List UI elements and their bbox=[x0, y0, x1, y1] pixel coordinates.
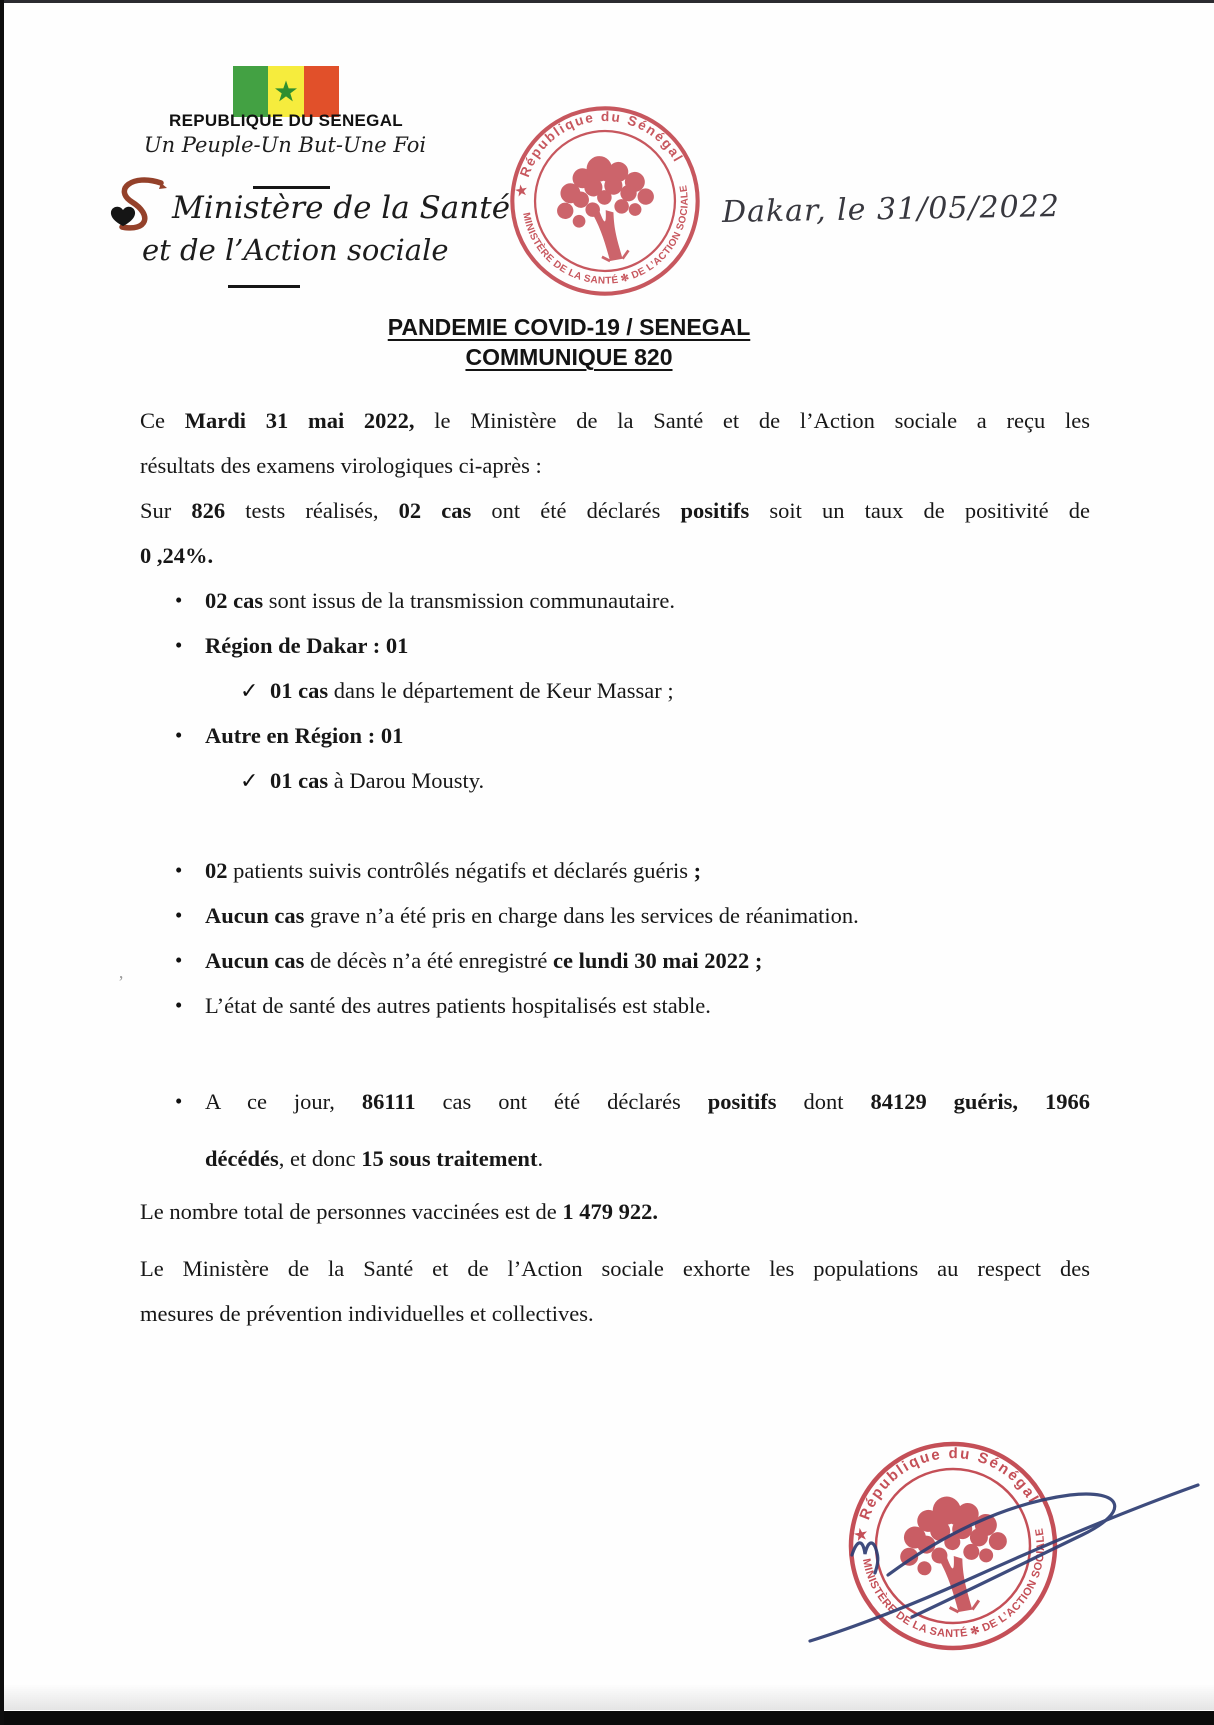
text: Le nombre total de personnes vaccinées est de bbox=[140, 1199, 563, 1224]
text-line bbox=[205, 1130, 1090, 1187]
scan-left-edge bbox=[0, 0, 4, 1725]
check-icon: ✓ bbox=[240, 768, 259, 793]
text: à Darou Mousty. bbox=[328, 768, 485, 793]
text-line bbox=[140, 488, 1090, 533]
bold-text: Autre en Région : 01 bbox=[205, 723, 404, 748]
minister-signature bbox=[740, 1455, 1210, 1670]
bold-text: 02 cas bbox=[205, 588, 264, 613]
list-item-text bbox=[205, 623, 1090, 668]
bold-text: ; bbox=[693, 858, 702, 883]
flag-star-icon bbox=[233, 66, 339, 117]
bullet-icon: • bbox=[175, 1089, 183, 1113]
vaccination-total-paragraph bbox=[140, 1189, 1090, 1234]
list-item-text bbox=[205, 1073, 1090, 1187]
scan-top-edge bbox=[0, 0, 1214, 3]
scan-bottom-edge bbox=[0, 1711, 1214, 1725]
text: A ce jour, bbox=[205, 1089, 362, 1114]
text: soit un taux de positivité de bbox=[749, 498, 1090, 523]
bold-text: 0 ,24%. bbox=[140, 543, 214, 568]
list-item bbox=[140, 623, 1090, 668]
bold-text: 86111 bbox=[361, 1089, 416, 1114]
communique-title bbox=[140, 312, 998, 372]
bold-text: décédés bbox=[205, 1146, 279, 1171]
bold-text: Aucun cas bbox=[205, 903, 305, 928]
text: le Ministère de la Santé et de l’Action sociale a reçu les bbox=[414, 408, 1090, 433]
divider-line-2 bbox=[228, 285, 300, 288]
list-item bbox=[140, 713, 1090, 758]
bullet-icon: • bbox=[175, 858, 183, 882]
prevention-paragraph bbox=[140, 1246, 1090, 1336]
text: dont bbox=[776, 1089, 871, 1114]
list-item-text bbox=[205, 848, 1090, 893]
svg-text:MINISTÈRE DE LA SANTÉ ✻ DE L’A: MINISTÈRE DE LA SANTÉ ✻ DE L’ACTION SOCIALE bbox=[859, 1527, 1048, 1641]
date-line: Dakar, le 31/05/2022 bbox=[721, 189, 1061, 230]
bold-text: 01 cas bbox=[270, 768, 329, 793]
text-line bbox=[205, 848, 1090, 893]
list-item bbox=[140, 578, 1090, 623]
text: Le Ministère de la Santé et de l’Action sociale exhorte les populations au respect des bbox=[140, 1256, 1090, 1281]
text-line bbox=[205, 938, 1090, 983]
list-item bbox=[140, 758, 1090, 803]
svg-text:★ République du Sénégal: ★ République du Sénégal bbox=[851, 1444, 1043, 1543]
ministry-logo-icon bbox=[102, 176, 168, 240]
list-item bbox=[140, 848, 1090, 893]
ministry-name-line1: Ministère de la Santé bbox=[172, 190, 511, 226]
text: patients suivis contrôlés négatifs et déclarés guéris bbox=[227, 858, 694, 883]
list-item-text bbox=[205, 893, 1090, 938]
list-item bbox=[140, 1073, 1090, 1187]
scan-bottom-shadow bbox=[0, 1684, 1214, 1710]
title-line-2: COMMUNIQUE 820 bbox=[465, 344, 673, 370]
bold-text: positifs bbox=[680, 498, 750, 523]
list-item-text bbox=[205, 983, 1090, 1028]
text: grave n’a été pris en charge dans les services de réanimation. bbox=[304, 903, 859, 928]
bold-text: ce lundi 30 mai 2022 ; bbox=[553, 948, 763, 973]
national-motto: Un Peuple-Un But-Une Foi bbox=[143, 133, 427, 157]
check-icon: ✓ bbox=[240, 678, 259, 703]
text-line bbox=[140, 398, 1090, 443]
cumulative-totals-list bbox=[140, 1073, 1090, 1187]
list-item bbox=[140, 893, 1090, 938]
divider-line bbox=[253, 186, 330, 189]
text-line bbox=[140, 1291, 1090, 1336]
list-item-text bbox=[270, 668, 1090, 713]
text: ont été déclarés bbox=[471, 498, 681, 523]
svg-text:MINISTÈRE DE LA SANTÉ ✻ DE L’A: MINISTÈRE DE LA SANTÉ ✻ DE L’ACTION SOCIALE bbox=[520, 184, 691, 287]
text: dans le département de Keur Massar ; bbox=[328, 678, 674, 703]
bold-text: 15 sous traitement bbox=[361, 1146, 538, 1171]
text: . bbox=[537, 1146, 544, 1171]
text: Sur bbox=[140, 498, 192, 523]
communique-body bbox=[140, 312, 1090, 1336]
text-line bbox=[205, 893, 1090, 938]
senegal-flag bbox=[233, 66, 339, 117]
bullet-icon: • bbox=[175, 723, 183, 747]
bullet-icon: • bbox=[175, 633, 183, 657]
text: Ce bbox=[140, 408, 185, 433]
bullet-icon: • bbox=[175, 948, 183, 972]
text: , et donc bbox=[278, 1146, 362, 1171]
text-line bbox=[140, 443, 1090, 488]
list-item bbox=[140, 983, 1090, 1028]
text-line bbox=[140, 1189, 1090, 1234]
text-line bbox=[205, 623, 1090, 668]
bullet-icon: • bbox=[175, 993, 183, 1017]
text: résultats des examens virologiques ci-après : bbox=[140, 453, 542, 478]
list-item-text bbox=[205, 938, 1090, 983]
bullet-icon: • bbox=[175, 903, 183, 927]
ministry-name-line2: et de l’Action sociale bbox=[142, 233, 449, 267]
text-line bbox=[140, 1246, 1090, 1291]
list-item bbox=[140, 668, 1090, 713]
list-item bbox=[140, 938, 1090, 983]
text-line bbox=[270, 668, 1090, 713]
list-item-text bbox=[205, 713, 1090, 758]
text-line bbox=[140, 533, 1090, 578]
patient-status-list bbox=[140, 848, 1090, 1028]
text-line bbox=[270, 758, 1090, 803]
bold-text: 02 cas bbox=[398, 498, 472, 523]
svg-text:★ République du Sénégal: ★ République du Sénégal bbox=[512, 109, 687, 198]
text: de décès n’a été enregistré bbox=[304, 948, 554, 973]
text-line bbox=[205, 713, 1090, 758]
text: cas ont été déclarés bbox=[415, 1089, 708, 1114]
bold-text: Région de Dakar : 01 bbox=[205, 633, 409, 658]
ministry-round-stamp-top bbox=[496, 92, 714, 310]
text: mesures de prévention individuelles et collectives. bbox=[140, 1301, 594, 1326]
bold-text: 1 479 922. bbox=[562, 1199, 658, 1224]
bold-text: 826 bbox=[191, 498, 226, 523]
text-line bbox=[205, 983, 1090, 1028]
bold-text: Mardi 31 mai 2022, bbox=[184, 408, 415, 433]
text: L’état de santé des autres patients hospitalisés est stable. bbox=[205, 993, 711, 1018]
bold-text: 02 bbox=[205, 858, 228, 883]
intro-paragraph-2 bbox=[140, 488, 1090, 578]
text-line bbox=[205, 1073, 1090, 1130]
text-line bbox=[205, 578, 1090, 623]
bold-text: positifs bbox=[707, 1089, 777, 1114]
list-item-text bbox=[205, 578, 1090, 623]
republic-title: REPUBLIQUE DU SENEGAL bbox=[169, 111, 403, 130]
text: tests réalisés, bbox=[225, 498, 399, 523]
bold-text: Aucun cas bbox=[205, 948, 305, 973]
bullet-icon: • bbox=[175, 588, 183, 612]
intro-paragraph-1 bbox=[140, 398, 1090, 488]
scan-artifact: ’ bbox=[118, 972, 124, 992]
bold-text: 01 cas bbox=[270, 678, 329, 703]
bold-text: 84129 guéris, 1966 bbox=[870, 1089, 1090, 1114]
title-line-1: PANDEMIE COVID-19 / SENEGAL bbox=[387, 314, 751, 340]
list-item-text bbox=[270, 758, 1090, 803]
case-distribution-list bbox=[140, 578, 1090, 803]
text: sont issus de la transmission communautaire. bbox=[263, 588, 675, 613]
